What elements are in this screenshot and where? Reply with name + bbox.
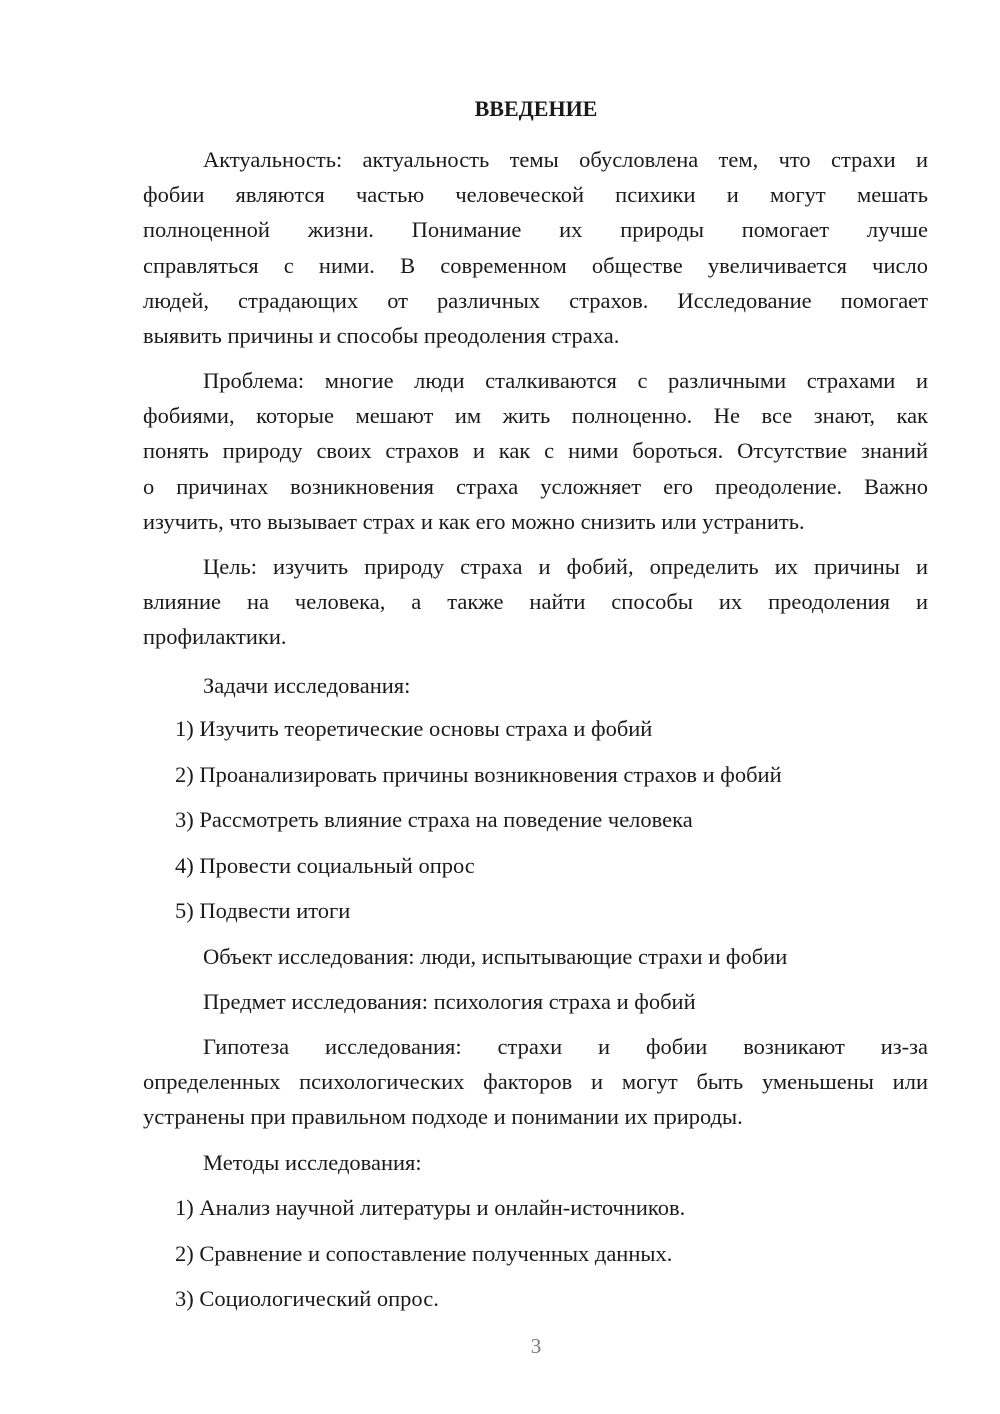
methods-list bbox=[143, 1145, 928, 1326]
problem-paragraph bbox=[143, 363, 928, 539]
list-item: 1) Анализ научной литературы и онлайн-источников. bbox=[175, 1195, 686, 1221]
text-line: о причинах возникновения страха усложняет его преодоление. Важно bbox=[143, 473, 928, 499]
tasks-heading: Задачи исследования: bbox=[203, 673, 411, 698]
text-line: Цель: изучить природу страха и фобий, определить их причины и bbox=[203, 554, 928, 579]
tasks-heading-block bbox=[143, 668, 928, 703]
list-item: 3) Рассмотреть влияние страха на поведение человека bbox=[175, 807, 693, 832]
page-title: ВВЕДЕНИЕ bbox=[474, 96, 598, 121]
goal-paragraph bbox=[143, 549, 928, 655]
text-line: фобии являются частью человеческой психики и могут мешать bbox=[143, 182, 928, 208]
text-line: людей, страдающих от различных страхов. Исследование помогает bbox=[143, 287, 928, 313]
list-item: 4) Провести социальный опрос bbox=[175, 852, 475, 878]
methods-heading: Методы исследования: bbox=[203, 1150, 422, 1175]
research-object: Объект исследования: люди, испытывающие страхи и фобии bbox=[203, 943, 788, 969]
text-line: полноценной жизни. Понимание их природы помогает лучше bbox=[143, 217, 928, 243]
research-subject: Предмет исследования: психология страха и фобий bbox=[203, 989, 696, 1014]
text-line: Актуальность: актуальность темы обусловлена тем, что страхи и bbox=[203, 147, 928, 172]
hypothesis-paragraph bbox=[143, 1029, 928, 1135]
text-line: Гипотеза исследования: страхи и фобии возникают из-за bbox=[203, 1034, 928, 1059]
text-line: выявить причины и способы преодоления страха. bbox=[143, 322, 620, 348]
text-line: определенных психологических факторов и могут быть уменьшены или bbox=[143, 1069, 928, 1095]
relevance-paragraph bbox=[143, 142, 928, 353]
list-item: 2) Сравнение и сопоставление полученных данных. bbox=[175, 1240, 673, 1266]
list-item: 2) Проанализировать причины возникновения страхов и фобий bbox=[175, 761, 782, 787]
list-item: 1) Изучить теоретические основы страха и фобий bbox=[175, 716, 653, 741]
list-item: 5) Подвести итоги bbox=[175, 898, 351, 923]
list-item: 3) Социологический опрос. bbox=[175, 1285, 439, 1311]
page-number: 3 bbox=[530, 1334, 542, 1358]
text-line: профилактики. bbox=[143, 624, 287, 650]
text-line: Проблема: многие люди сталкиваются с различными страхами и bbox=[203, 368, 928, 393]
text-line: влияние на человека, а также найти способы их преодоления и bbox=[143, 589, 928, 615]
text-line: устранены при правильном подходе и понимании их природы. bbox=[143, 1104, 743, 1130]
text-line: справляться с ними. В современном обществе увеличивается число bbox=[143, 252, 928, 278]
text-line: изучить, что вызывает страх и как его можно снизить или устранить. bbox=[143, 508, 805, 534]
tasks-list bbox=[143, 711, 928, 1030]
text-line: фобиями, которые мешают им жить полноценно. Не все знают, как bbox=[143, 403, 928, 429]
text-line: понять природу своих страхов и как с ними бороться. Отсутствие знаний bbox=[143, 438, 928, 464]
